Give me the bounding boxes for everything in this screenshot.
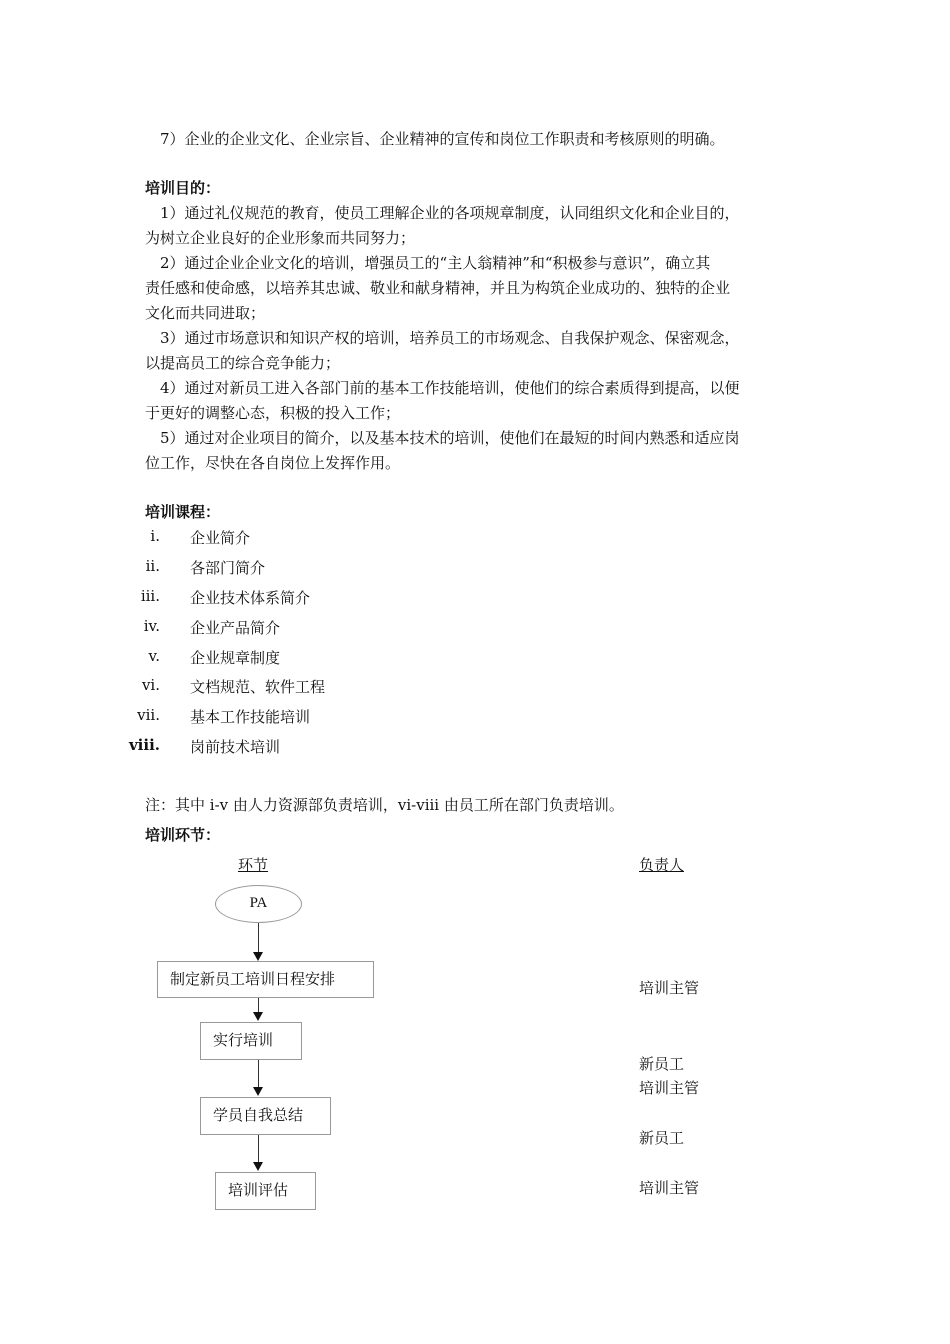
connector-line — [258, 923, 259, 953]
purpose-line: 责任感和使命感，以培养其忠诚、敬业和献身精神，并且为构筑企业成功的、独特的企业 — [145, 279, 731, 297]
purpose-line: 1）通过礼仪规范的教育，使员工理解企业的各项规章制度，认同组织文化和企业目的， — [160, 204, 740, 222]
arrow-down-icon — [253, 1162, 263, 1171]
course-number: vi. — [141, 676, 160, 694]
owner-label: 培训主管 — [639, 979, 700, 997]
course-number: ii. — [145, 557, 160, 575]
start-node: PA — [215, 885, 302, 923]
owner-label: 新员工 — [639, 1129, 685, 1147]
course-number: viii. — [128, 736, 160, 754]
step-schedule: 制定新员工培训日程安排 — [157, 961, 374, 998]
course-item: 企业简介 — [190, 529, 251, 547]
owner-label: 培训主管 — [639, 1079, 700, 1097]
purpose-line: 文化而共同进取； — [145, 304, 266, 322]
course-item: 基本工作技能培训 — [190, 708, 311, 726]
arrow-down-icon — [253, 1087, 263, 1096]
step-conduct-training: 实行培训 — [200, 1022, 302, 1060]
process-heading: 培训环节： — [145, 826, 221, 844]
connector-line — [258, 998, 259, 1013]
course-item: 企业规章制度 — [190, 649, 281, 667]
arrow-down-icon — [253, 1012, 263, 1021]
purpose-line: 2）通过企业企业文化的培训，增强员工的“主人翁精神”和“积极参与意识”，确立其 — [160, 254, 711, 272]
connector-line — [258, 1135, 259, 1163]
arrow-down-icon — [253, 952, 263, 961]
purpose-line: 4）通过对新员工进入各部门前的基本工作技能培训，使他们的综合素质得到提高，以便 — [160, 379, 740, 397]
purpose-line: 为树立企业良好的企业形象而共同努力； — [145, 229, 416, 247]
column-header-owner: 负责人 — [639, 856, 685, 874]
purpose-heading: 培训目的： — [145, 179, 221, 197]
course-number: iii. — [140, 587, 160, 605]
purpose-line: 于更好的调整心态，积极的投入工作； — [145, 404, 401, 422]
purpose-line: 5）通过对企业项目的简介，以及基本技术的培训，使他们在最短的时间内熟悉和适应岗 — [160, 429, 740, 447]
column-header-step: 环节 — [238, 856, 269, 874]
owner-label: 新员工 — [639, 1055, 685, 1073]
purpose-line: 3）通过市场意识和知识产权的培训，培养员工的市场观念、自我保护观念、保密观念， — [160, 329, 740, 347]
course-number: i. — [150, 527, 160, 545]
course-item: 企业技术体系简介 — [190, 589, 311, 607]
course-note: 注：其中 i-v 由人力资源部负责培训，vi-viii 由员工所在部门负责培训。 — [145, 796, 624, 814]
connector-line — [258, 1060, 259, 1088]
course-number: v. — [148, 647, 160, 665]
course-item: 各部门简介 — [190, 559, 266, 577]
courses-heading: 培训课程： — [145, 503, 221, 521]
purpose-line: 位工作，尽快在各自岗位上发挥作用。 — [145, 454, 401, 472]
course-number: vii. — [137, 706, 160, 724]
owner-label: 培训主管 — [639, 1179, 700, 1197]
course-item: 企业产品简介 — [190, 619, 281, 637]
course-number: iv. — [143, 617, 160, 635]
purpose-line: 以提高员工的综合竞争能力； — [145, 354, 341, 372]
course-item: 文档规范、软件工程 — [190, 678, 326, 696]
course-item: 岗前技术培训 — [190, 738, 281, 756]
step-evaluation: 培训评估 — [215, 1172, 316, 1210]
step-self-summary: 学员自我总结 — [200, 1097, 331, 1135]
intro-item-7: 7）企业的企业文化、企业宗旨、企业精神的宣传和岗位工作职责和考核原则的明确。 — [160, 130, 725, 148]
